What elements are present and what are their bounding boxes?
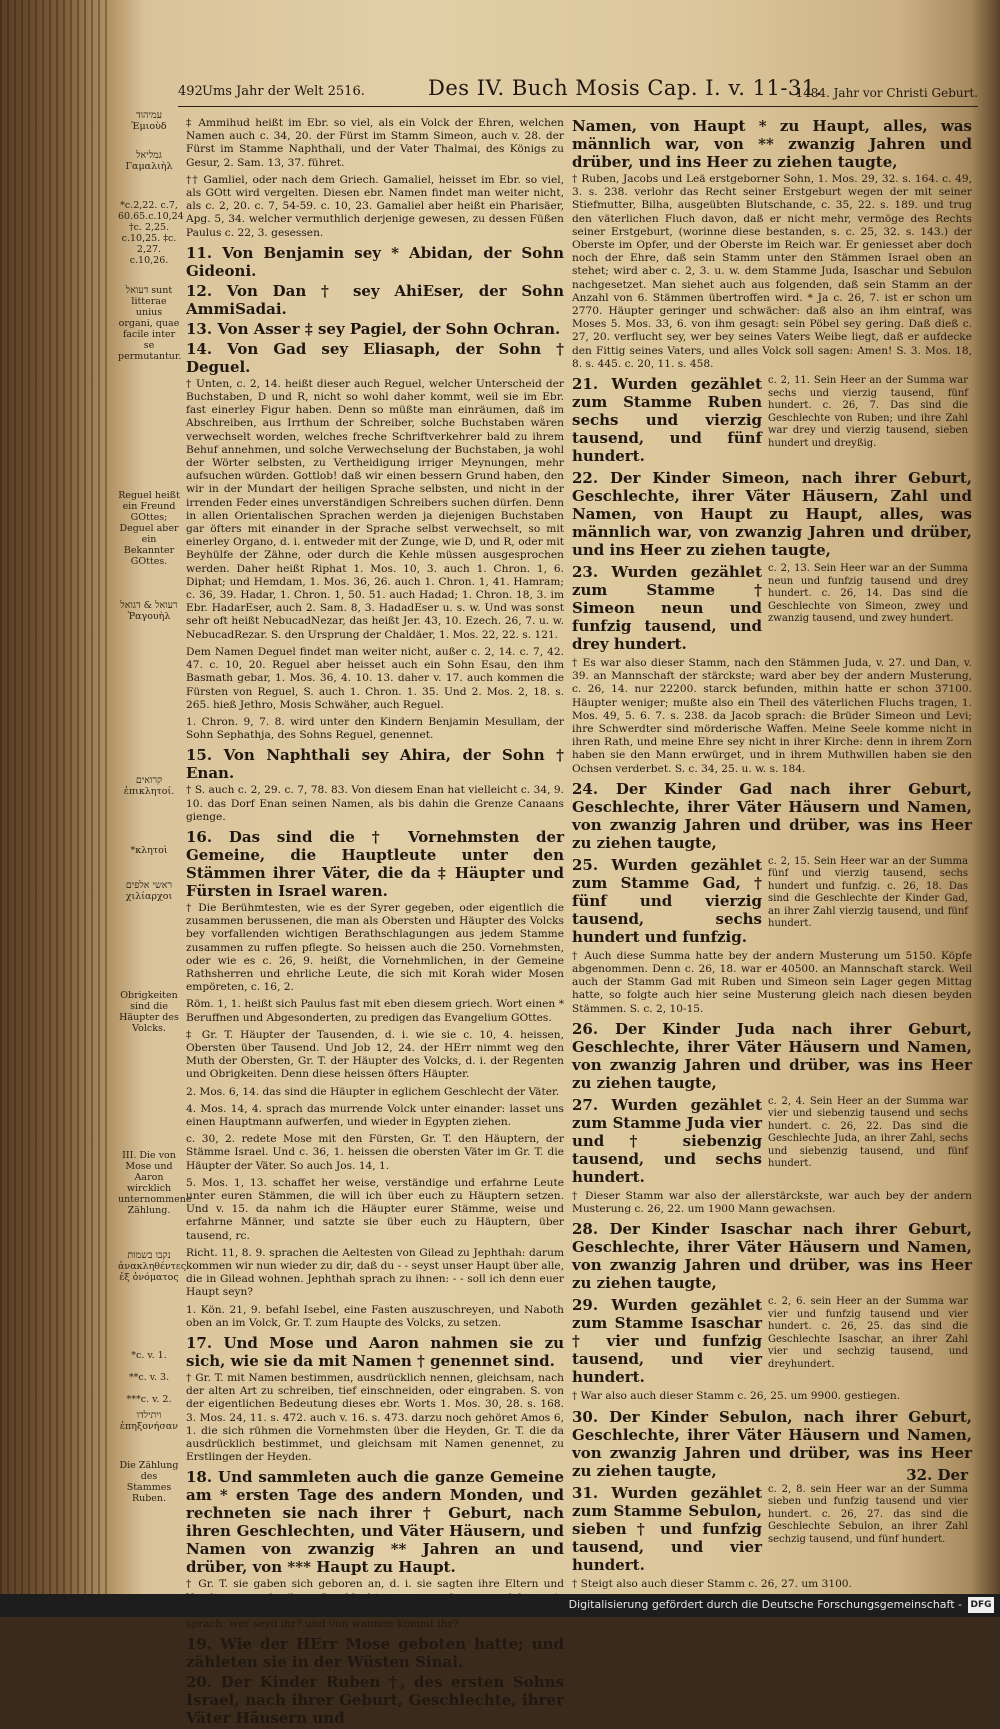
side-note: c. 2, 8. sein Heer war an der Summa sieben und funfzig tausend und vier hundert. c. 26, 27. das sind die Geschlechte Sebulon, an ihrer Zahl sechzig tausend, und fünf hundert.: [768, 1483, 968, 1545]
footnote: † Dieser Stamm war also der allerstärckste, war auch bey der andern Musterung c. 26, 22. um 1900 Mann gewachsen.: [572, 1189, 972, 1216]
margin-note: *c. v. 1.: [131, 1350, 167, 1361]
footnote: † S. auch c. 2, 29. c. 7, 78. 83. Von diesem Enan hat vielleicht c. 34, 9. 10. das Dorf Enan seinen Namen, als bis dahin die Grenze Canaans gienge.: [186, 784, 564, 823]
digitization-footer: [0, 1594, 1000, 1617]
margin-note: III. Die von Mose und Aaron wircklich unternommene Zählung.: [118, 1150, 192, 1216]
verse-text: 13. Von Asser ‡ sey Pagiel, der Sohn Ochran.: [186, 319, 561, 338]
verse-with-sidenote: [572, 563, 972, 653]
left-text-column: [186, 115, 564, 1729]
margin-note: **c. v. 3.: [128, 1372, 170, 1383]
dfg-logo: DFG: [968, 1597, 994, 1613]
catchword: 32. Der: [906, 1466, 968, 1484]
footnote: 5. Mos. 1, 13. schaffet her weise, verständige und erfahrne Leute unter euren Stämmen, die will ich über euch zu Häuptern setzen. Und v. 15. da nahm ich die Häupter eurer Stämme, weise und erfahrne Männer, und satzte sie über euch zu Häuptern, über tausend, rc.: [186, 1176, 564, 1242]
verse-text: 15. Von Naphthali sey Ahira, der Sohn † Enan.: [186, 746, 564, 783]
margin-note: רעואל & דגואל Ῥαγουὴλ: [120, 600, 178, 622]
verse-continuation: Namen, von Haupt * zu Haupt, alles, was männlich war, von ** zwanzig Jahren und drüber, und ins Heer zu ziehen taugte,: [572, 117, 972, 171]
margin-note: *κλητοὶ: [130, 845, 168, 856]
footnote: ‡ Gr. T. Häupter der Tausenden, d. i. wie sie c. 10, 4. heissen, Obersten über Tausend. Und Job 12, 24. der HErr nimmt weg den Muth der Obersten, Gr. T. der Häupter des Volcks, d. i. der Regenten und Obrigkeiten. Denn diese heissen öfters Häupter.: [186, 1028, 564, 1081]
verse-text: 11. Von Benjamin sey * Abidan, der Sohn Gideoni.: [186, 243, 564, 280]
verse-heading: 24. Der Kinder Gad nach ihrer Geburt, Geschlechte, ihrer Väter Häusern und Namen, von zwanzig Jahren und drüber, was ins Heer zu ziehen taugte,: [572, 779, 972, 852]
verse-text: 31. Wurden gezählet zum Stamme Sebulon, sieben † und funfzig tausend, und vier hundert.: [572, 1483, 762, 1574]
margin-note: ויתילדו ἐπηξονήσαν: [119, 1410, 179, 1432]
right-text-column: [572, 115, 972, 1595]
footnote: Röm. 1, 1. heißt sich Paulus fast mit eben diesem griech. Wort einen * Beruffnen und Abgesonderten, zu predigen das Evangelium GOttes.: [186, 998, 564, 1024]
footnote: 2. Mos. 6, 14. das sind die Häupter in eglichem Geschlecht der Väter.: [186, 1085, 560, 1098]
verse-text: 12. Von Dan † sey AhiEser, der Sohn AmmiSadai.: [186, 281, 564, 318]
footnote: † Gr. T. mit Namen bestimmen, ausdrücklich nennen, gleichsam, nach der alten Art zu schreiben, tief einschneiden, oder eingraben. S. von der eigentlichen Bedeutung dieses ebr. Worts 1. Mos. 30, 28. s. 168. 3. Mos. 24, 11. s. 472. auch v. 16. s. 473. darzu noch gehöret Amos 6, 1. die sich rühmen die Vornehmsten über die Heyden, Gr. T. die da ausdrücklich bestimmet, und gleichsam mit Namen genennet, zu Erstlingen der Heyden.: [186, 1372, 564, 1464]
footnote: ‡ Ammihud heißt im Ebr. so viel, als ein Volck der Ehren, welchen Namen auch c. 34, 20. der Fürst im Stamm Simeon, auch v. 28. der Fürst im Stamme Naphthali, und der Vater Thalmai, des Königs zu Gesur, 2. Sam. 13, 37. führet.: [186, 117, 564, 169]
page-header: [178, 72, 978, 107]
side-note: c. 2, 4. Sein Heer an der Summa war vier und siebenzig tausend und sechs hundert. c. 26, 22. Das sind die Geschlechte Juda, an ihrer Zahl, sechs und siebenzig tausend, und fünf hundert.: [768, 1095, 968, 1170]
verse-text: 23. Wurden gezählet zum Stamme † Simeon neun und funfzig tausend, und drey hundert.: [572, 563, 762, 654]
margin-note: Reguel heißt ein Freund GOttes; Deguel aber ein Bekannter GOttes.: [118, 490, 180, 567]
verse-text: 18. Und sammleten auch die ganze Gemeine am * ersten Tage des andern Monden, und rechneten sie nach ihrer † Geburt, nach ihren Geschlechten, und Väter Häusern, und Namen von zwanzig ** Jahren an und drüber, von *** Haupt zu Haupt.: [186, 1468, 564, 1577]
side-note: c. 2, 13. Sein Heer war an der Summa neun und funfzig tausend und drey hundert. c. 26, 14. Das sind die Geschlechte von Simeon, zwey und zwanzig tausend, und zwey hundert.: [768, 563, 968, 625]
verse-heading: 26. Der Kinder Juda nach ihrer Geburt, Geschlechte, ihrer Väter Häusern und Namen, von zwanzig Jahren und drüber, was ins Heer zu ziehen taugte,: [572, 1019, 972, 1092]
footnote: † Ruben, Jacobs und Leä erstgeborner Sohn, 1. Mos. 29, 32. s. 164. c. 49, 3. s. 238. verlohr das Recht seiner Erstgeburt wegen der mit seiner Stiefmutter, Bilha, ausgeübten Blutschande, c. 35, 22. s. 189. und trug den väterlichen Fluch davon, daß er nicht mehr, vermöge des Rechts seiner Erstgeburt, (worinne diese bestanden, s. c. 25, 32. s. 143.) der Oberste im Opfer, und der Oberste im Reich war. Er geniesset aber doch noch der Ehre, daß sein Stamm unter den Stämmen Israel oben an stehet; wird aber c. 2, 3. u. w. dem Stamme Juda, Isaschar und Sebulon nachgesetzet. Man siehet auch aus folgenden, daß sein Stamm an der Anzahl von 6. Stämmen übertroffen wird. * Ja c. 26, 7. ist er schon um 2770. Häupter geringer und schwächer: daß also an ihm eintraf, was Moses 5. Mos. 33, 6. von ihm gesagt: sein Pöbel sey gering. Daß dieß c. 27, 20. verflucht sey, wer bey seines Vaters Weibe liegt, daß er aufdecke den Fittig seines Vaters, und alles Volck soll sagen: Amen! S. 3. Mos. 18, 8. s. 445. c. 20, 11. s. 458.: [572, 173, 972, 370]
margin-note: עמיהוד Ἐμιοὺδ: [131, 110, 167, 132]
verse-text: 27. Wurden gezählet zum Stamme Juda vier und † siebenzig tausend, und sechs hundert.: [572, 1095, 762, 1186]
margin-note: גמליאל Γαμαλιὴλ: [125, 150, 173, 172]
verse-text: 20. Der Kinder Ruben †, des ersten Sohns Israel, nach ihrer Geburt, Geschlechte, ihrer Väter Häusern und: [186, 1673, 564, 1728]
footnote: 4. Mos. 14, 4. sprach das murrende Volck unter einander: lasset uns einen Hauptmann aufwerfen, und wieder in Egypten ziehen.: [186, 1102, 564, 1128]
margin-note: דעואל sunt litterae unius organi, quae facile inter se permutantur.: [118, 285, 182, 362]
verse-heading: 22. Der Kinder Simeon, nach ihrer Geburt, Geschlechte, ihrer Väter Häusern, Zahl und Namen, von Haupt zu Haupt, alles, was männlich war, von zwanzig Jahren und drüber, und ins Heer zu ziehen taugte,: [572, 469, 972, 560]
footnote: 1. Chron. 9, 7. 8. wird unter den Kindern Benjamin Mesullam, der Sohn Sephathja, des Sohns Reguel, genennet.: [186, 715, 564, 742]
margin-note: Obrigkeiten sind die Häupter des Volcks.: [119, 990, 179, 1034]
verse-text: 29. Wurden gezählet zum Stamme Isaschar † vier und funfzig tausend, und vier hundert.: [572, 1296, 762, 1387]
footnote: Dem Namen Deguel findet man weiter nicht, außer c. 2, 14. c. 7, 42. 47. c. 10, 20. Reguel aber heisset auch ein Sohn Esau, den ihm Basmath gebar, 1. Mos. 36, 4. 10. 13. daher v. 17. auch kommen die Fürsten von Reguel, S. auch 1. Chron. 1. 35. Und 2. Mos. 2, 18. s. 265. hieß Jethro, Mosis Schwäher, auch Reguel.: [186, 645, 564, 711]
footnote: † Steigt also auch dieser Stamm c. 26, 27. um 3100.: [572, 1577, 852, 1590]
margin-note: *c.2,22. c.7, 60.65.c.10,24 †c. 2,25. c.10,25. ‡c. 2,27. c.10,26.: [118, 200, 184, 266]
margin-note: ראשי אלפים χιλίαρχοι: [125, 880, 173, 902]
margin-note: Die Zählung des Stammes Ruben.: [119, 1460, 179, 1504]
footnote: 1. Kön. 21, 9. befahl Isebel, eine Fasten auszuschreyen, und Naboth oben an im Volck, Gr. T. zum Haupte des Volcks, zu setzen.: [186, 1303, 564, 1329]
verse-text: 19. Wie der HErr Mose geboten hatte; und zähleten sie in der Wüsten Sinai.: [186, 1635, 564, 1672]
verse-heading: 28. Der Kinder Isaschar nach ihrer Geburt, Geschlechte, ihrer Väter Häusern und Namen, von zwanzig Jahren und drüber, was ins Heer zu ziehen taugte,: [572, 1220, 972, 1293]
footnote: † Die Berühmtesten, wie es der Syrer gegeben, oder eigentlich die zusammen berussenen, die man als Obersten und Häupter des Volcks bey vorfallenden wichtigen Berathschlagungen aus jedem Stamme zusammen zu ruffen pflegte. So heissen auch die 250. Vornehmsten, oder wie es c. 26, 9. heißt, die Vornehmlichen, in der Gemeine Rathsherren und ehrliche Leute, die sich mit Korah wider Mosen empöreten, c. 16, 2.: [186, 901, 564, 994]
footnote: † Gr. T. sie gaben sich geboren an, d. i. sie sagten ihre Eltern und sprach: wer seyd ihr? und von wannen kommt ihr?: [186, 1578, 564, 1631]
side-note: c. 2, 15. Sein Heer war an der Summa fünf und vierzig tausend, sechs hundert und funfzig. c. 26, 18. Das sind die Geschlechte der Kinder Gad, an ihrer Zahl vierzig tausend, und fünf hundert.: [768, 855, 968, 930]
verse-text: 14. Von Gad sey Eliasaph, der Sohn † Deguel.: [186, 339, 564, 376]
footnote: † Unten, c. 2, 14. heißt dieser auch Reguel, welcher Unterscheid der Buchstaben, D und R, nicht so wohl daher kommt, weil sie im Ebr. fast einerley Figur haben. Denn so müßte man einräumen, daß im Abschreiben, aus Irrthum der Schreiber, solche Buchstaben wären verwechselt worden, welches freche Schriftverkehrer bald zu ihrem Behuf annehmen, und solche Verwechselung der Buchstaben, ja wohl der Wörter selbsten, zu Vertheidigung irriger Meynungen, mehr aufsuchen würden. Gottlob! daß wir einen bessern Grund haben, den wir in der Mundart der heiligen Sprache selbsten, und nicht in der irrenden Feder eines unverständigen Schreibers suchen dürfen. Denn in allen Orientalischen Sprachen werden ja diejenigen Buchstaben gar öfters mit einander in der Sprache selbst verwechselt, so mit einerley Organo, d. i. entweder mit der Zunge, wie D, und R, oder mit Beyhülfe der Zähne, oder durch die Kehle müssen ausgesprochen werden. Daher heißt Riphat 1. Mos. 10, 3. auch 1. Chron. 1, 6. Diphat; und Hemdam, 1. Mos. 36, 26. auch 1. Chron. 1, 41. Hamram; c. 36, 39. Hadar, 1. Chron. 1, 50. 51. auch Hadad; 1. Chron. 18, 3. im Ebr. HadarEser, auch 2. Sam. 8, 3. HadadEser u. s. w. Und was sonst sehr oft heißt NebucadNezar, das heißt Jer. 43, 10. Ezech. 26, 7. u. w. NebucadRezar. S. den Ursprung der Chaldäer, 1. Mos. 22, 22. s. 121.: [186, 377, 564, 641]
verse-text: 21. Wurden gezählet zum Stamme Ruben sechs und vierzig tausend, und fünf hundert.: [572, 375, 762, 466]
footer-credit: Digitalisierung gefördert durch die Deutsche Forschungsgemeinschaft -: [568, 1598, 962, 1611]
verse-heading: 30. Der Kinder Sebulon, nach ihrer Geburt, Geschlechte, ihrer Väter Häusern und Namen, von zwanzig Jahren und drüber, was ins Heer zu ziehen taugte,: [572, 1407, 972, 1480]
footnote: Richt. 11, 8. 9. sprachen die Aeltesten von Gilead zu Jephthah: darum kommen wir nun wieder zu dir, daß du - - seyst unser Haupt über alle, die in Gilead wohnen. Jephthah sprach zu ihnen: - - soll ich denn euer Haupt seyn?: [186, 1246, 564, 1299]
page-number: 492: [178, 84, 203, 99]
footnote: † Es war also dieser Stamm, nach den Stämmen Juda, v. 27. und Dan, v. 39. an Mannschaft der stärckste; ward aber bey der andern Musterung, c. 26, 14. nur 22200. starck befunden, mithin hatte er schon 37100. Häupter weniger; mußte also ein Theil des väterlichen Fluchs tragen, 1. Mos. 49, 5. 6. 7. s. 238. da Jacob sprach: die Brüder Simeon und Levi; ihre Schwerdter sind mörderische Waffen. Meine Seele komme nicht in ihren Rath, und meine Ehre sey nicht in ihrer Kirche: denn in ihrem Zorn haben sie den Mann erwürget, und in ihrem Muthwillen haben sie den Ochsen verderbet. S. c. 34, 25. u. w. s. 184.: [572, 657, 972, 775]
right-blocks: [572, 375, 972, 1591]
verse-text: 16. Das sind die † Vornehmsten der Gemeine, die Hauptleute unter den Stämmen ihrer Väter, die da ‡ Häupter und Fürsten in Israel waren.: [186, 827, 564, 900]
footnote: † Auch diese Summa hatte bey der andern Musterung um 5150. Köpfe abgenommen. Denn c. 26, 18. war er 40500. an Mannschaft starck. Weil auch der Stamm Gad mit Ruben und Simeon sein Lager gegen Mittag hatte, so folgte auch hier seine Musterung gleich nach diesen beyden Stämmen. S. c. 2, 10-15.: [572, 949, 972, 1015]
running-head-right: 1484. Jahr vor Christi Geburt.: [795, 86, 978, 100]
side-note: c. 2, 11. Sein Heer an der Summa war sechs und vierzig tausend, fünf hundert. c. 26, 7. Das sind die Geschlechte von Ruben; und ihre Zahl war drey und vierzig tausend, sieben hundert und dreyßig.: [768, 375, 968, 449]
margin-note: קרואים ἐπικλητοί.: [123, 775, 175, 797]
margin-note: ***c. v. 2.: [126, 1394, 172, 1405]
footnote: † War also auch dieser Stamm c. 26, 25. um 9900. gestiegen.: [572, 1390, 901, 1403]
book-gutter: [0, 0, 112, 1617]
footnote: †† Gamliel, oder nach dem Griech. Gamaliel, heisset im Ebr. so viel, als GOtt wird vergelten. Diesen ebr. Namen findet man weiter nicht, als c. 2, 20. c. 7, 54-59. c. 10, 23. Gamaliel aber heißt ein Pharisäer, Apg. 5, 34. welcher vermuthlich derjenige gewesen, zu dessen Füßen Paulus c. 22, 3. gesessen.: [186, 173, 564, 239]
verse-text: 17. Und Mose und Aaron nahmen sie zu sich, wie sie da mit Namen † genennet sind.: [186, 1334, 564, 1371]
verse-with-sidenote: [572, 375, 972, 465]
running-title: Des IV. Buch Mosis Cap. I. v. 11-31.: [428, 76, 823, 100]
footnote: c. 30, 2. redete Mose mit den Fürsten, Gr. T. den Häuptern, der Stämme Israel. Und c. 36, 1. heissen die obersten Väter im Gr. T. die Häupter der Väter. So auch Jos. 14, 1.: [186, 1133, 564, 1172]
verse-with-sidenote: [572, 1096, 972, 1186]
margin-note: נקבו בשמות ἀνακληθέντες ἐξ ὀνόματος: [118, 1250, 187, 1283]
verse-with-sidenote: [572, 1296, 972, 1386]
verse-with-sidenote: [572, 856, 972, 946]
verse-with-sidenote: [572, 1484, 972, 1574]
side-note: c. 2, 6. sein Heer an der Summa war vier und funfzig tausend und vier hundert. c. 26, 25. das sind die Geschlechte Isaschar, an ihrer Zahl vier und sechzig tausend, und dreyhundert.: [768, 1296, 968, 1370]
verse-text: 25. Wurden gezählet zum Stamme Gad, † fünf und vierzig tausend, sechs hundert und funfzig.: [572, 855, 762, 946]
running-head-left: Ums Jahr der Welt 2516.: [202, 84, 365, 99]
